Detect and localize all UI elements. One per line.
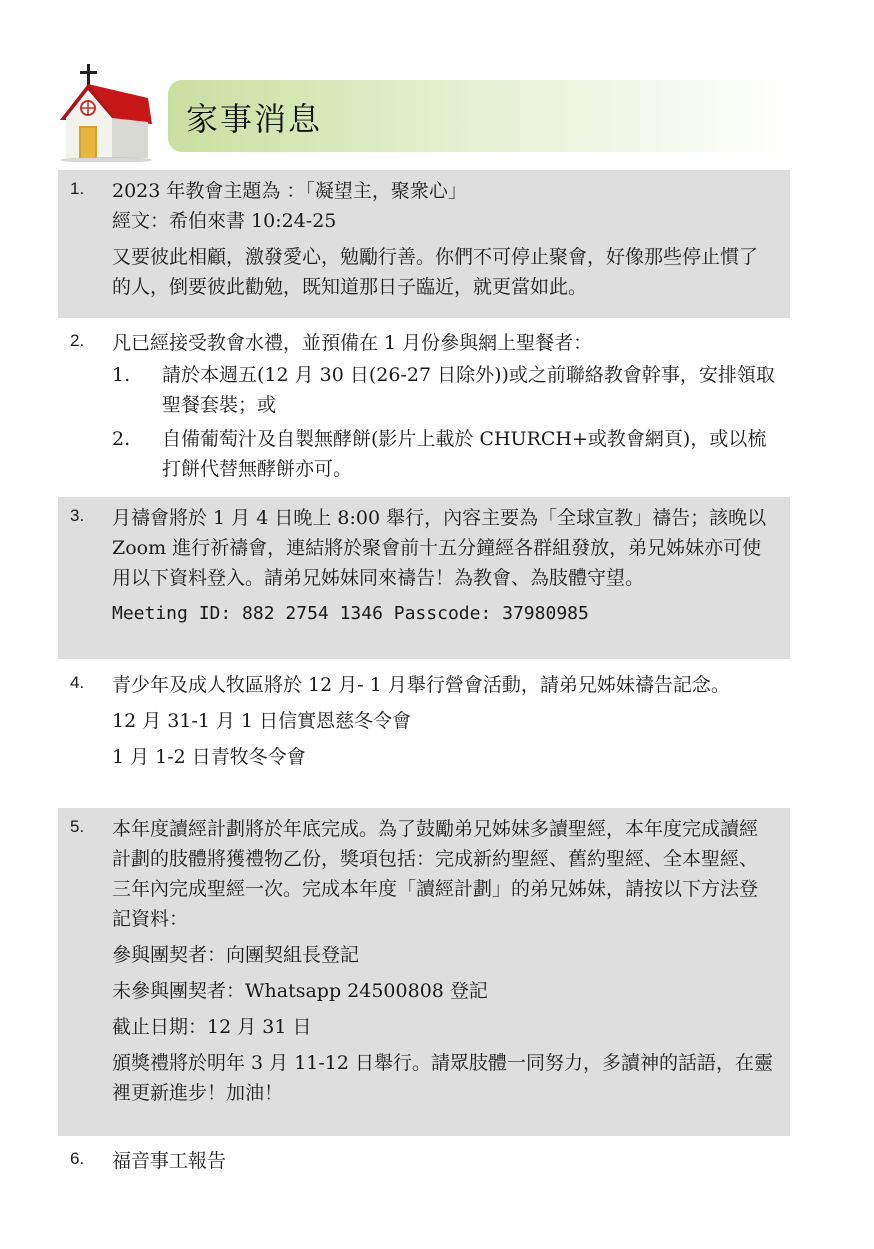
item-number: 5.: [70, 817, 85, 836]
page-title: 家事消息: [186, 100, 323, 138]
announcement-item-4: [58, 664, 790, 804]
church-icon: [56, 62, 156, 162]
item-text: 參與團契者：向團契組長登記: [112, 944, 360, 966]
item-text: 又要彼此相顧，激發愛心，勉勵行善。你們不可停止聚會，好像那些停止慣了的人，倒要彼此勸勉，既知道那日子臨近，就更當如此。: [112, 246, 759, 298]
item-number: 3.: [70, 506, 85, 525]
item-text: 頒獎禮將於明年 3 月 11-12 日舉行。請眾肢體一同努力，多讀神的話語，在靈裡更新進步！加油！: [112, 1052, 774, 1104]
item-number: 1.: [70, 179, 85, 198]
announcement-item-5: [58, 808, 790, 1136]
item-text: 經文：希伯來書 10:24-25: [112, 210, 337, 232]
item-text: 未參與團契者：Whatsapp 24500808 登記: [112, 980, 488, 1002]
item-text: 截止日期：12 月 31 日: [112, 1016, 312, 1038]
item-text: 月禱會將於 1 月 4 日晚上 8:00 舉行，內容主要為「全球宣教」禱告；該晚以 Zoom 進行祈禱會，連結將於聚會前十五分鐘經各群組發放，弟兄姊妹亦可使用以下資料登入。請弟兄姊妹同來禱告！為教會、為肢體守望。: [112, 507, 767, 589]
item-number: 2.: [70, 331, 85, 350]
item-text: 2023 年教會主題為 ：「凝望主，聚衆心」: [112, 180, 467, 202]
item-text: 本年度讀經計劃將於年底完成。為了鼓勵弟兄姊妹多讀聖經，本年度完成讀經計劃的肢體將獲禮物乙份，獎項包括：完成新約聖經、舊約聖經、全本聖經、三年內完成聖經一次。完成本年度「讀經計劃」的弟兄姊妹，請按以下方法登記資料：: [112, 818, 759, 930]
item-text: 青少年及成人牧區將於 12 月- 1 月舉行營會活動，請弟兄姊妹禱告記念。: [112, 674, 730, 696]
sub-item-number: 1.: [112, 364, 131, 386]
announcement-item-6: [58, 1140, 790, 1184]
title-banner: [168, 80, 798, 152]
item-text: 1 月 1-2 日青牧冬令會: [112, 746, 306, 768]
announcement-item-2: [58, 322, 790, 494]
item-number: 4.: [70, 673, 85, 692]
announcement-item-1: [58, 170, 790, 318]
item-number: 6.: [70, 1149, 85, 1168]
sub-item-text: 自備葡萄汁及自製無酵餅(影片上載於 CHURCH+或教會網頁)，或以梳打餅代替無酵餅亦可。: [162, 428, 767, 480]
item-text: 12 月 31-1 月 1 日信實恩慈冬令會: [112, 710, 412, 732]
item-text: 福音事工報告: [112, 1150, 227, 1172]
sub-item-number: 2.: [112, 428, 131, 450]
announcement-item-3: [58, 497, 790, 659]
item-text: 凡已經接受教會水禮，並預備在 1 月份參與網上聖餐者：: [112, 332, 593, 354]
meeting-credentials: Meeting ID: 882 2754 1346 Passcode: 37980985: [112, 603, 589, 624]
sub-item-text: 請於本週五(12 月 30 日(26-27 日除外))或之前聯絡教會幹事，安排領取聖餐套裝；或: [162, 364, 775, 416]
